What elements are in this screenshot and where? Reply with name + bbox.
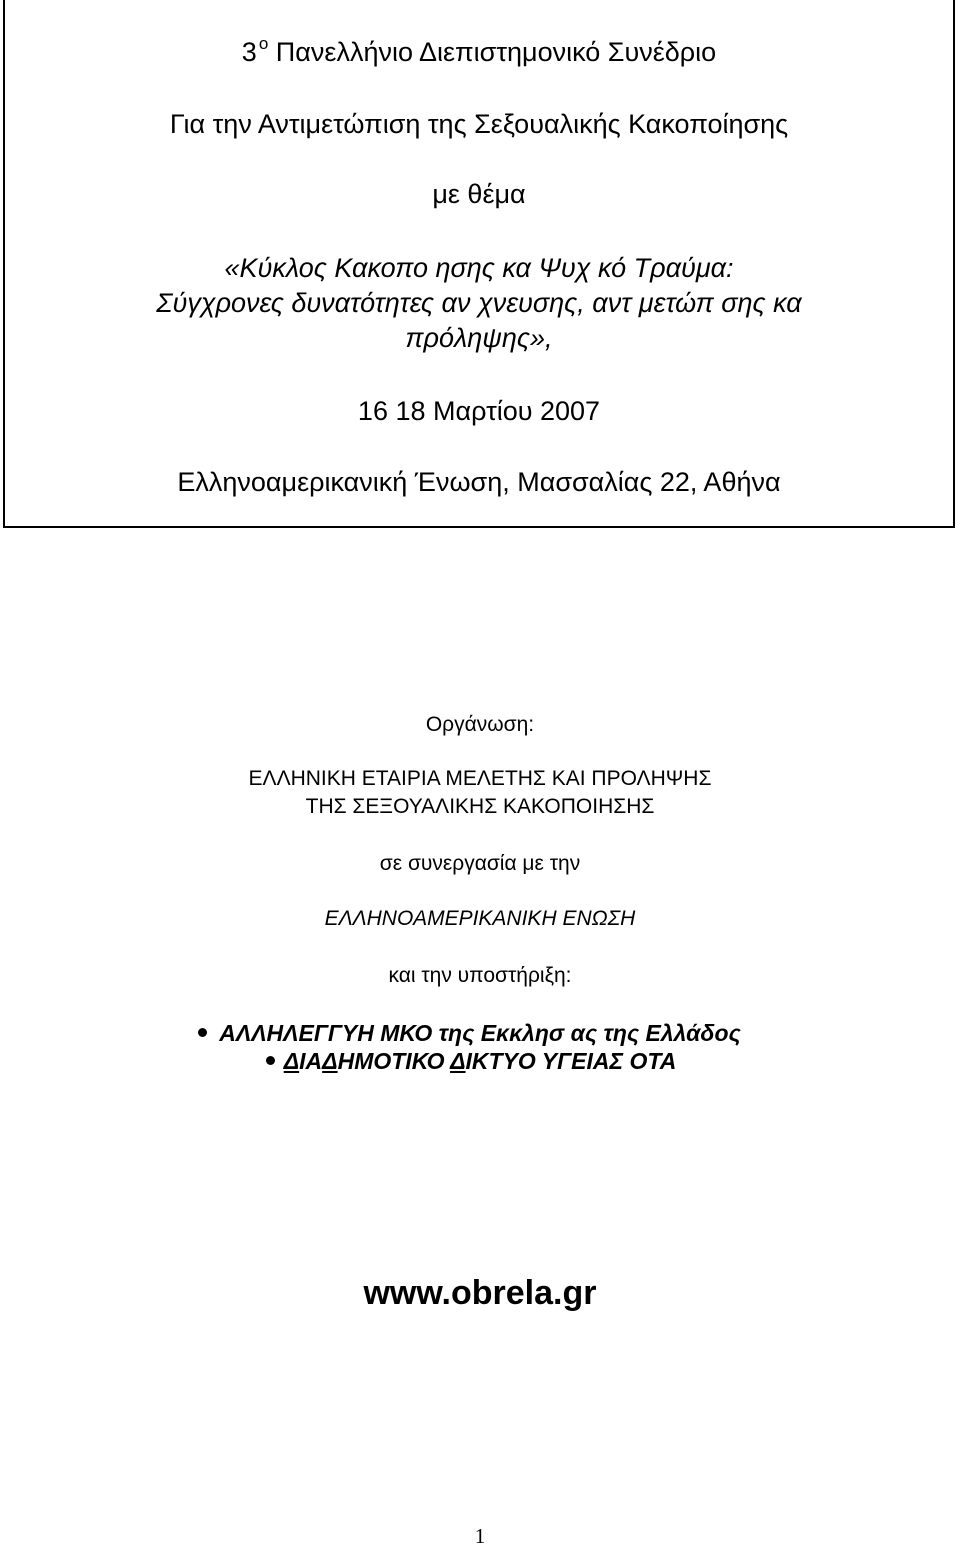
theme-line-1: «Κύκλος Κακοπο ησης κα Ψυχ κό Τραύμα: [224,253,734,283]
bullet-icon [266,1056,275,1065]
theme-line-2: Σύγχρονες δυνατότητες αν χνευσης, αντ μετώπ σης κα [156,288,802,318]
bullet-icon [198,1028,207,1037]
conference-header-box [3,0,955,528]
support-label: και την υποστήριξη: [388,964,572,987]
supporter-name: ΑΛΛΗΛΕΓΓΥΗ ΜΚΟ της Εκκλησ ας της Ελλάδος [219,1020,741,1046]
list-item [0,1047,960,1075]
theme-line-3: πρόληψης», [405,323,553,353]
website-url: www.obrela.gr [363,1274,597,1312]
title-superscript: ο [258,34,269,53]
conference-venue: Ελληνοαμερικανική Ένωση, Μασσαλίας 22, Αθήνα [177,467,781,497]
organizer-name-line-1: ΕΛΛΗΝΙΚΗ ΕΤΑΙΡΙΑ ΜΕΛΕΤΗΣ ΚΑΙ ΠΡΟΛΗΨΗΣ [248,767,712,790]
conference-title [5,36,953,72]
title-number: 3 [241,37,257,67]
cooperation-label: σε συνεργασία με την [379,852,581,875]
page-number: 1 [474,1524,486,1548]
theme-label: με θέμα [432,179,526,209]
supporter-name: ΔΙΑΔΗΜΟΤΙΚΟ ΔΙΚΤΥΟ ΥΓΕΙΑΣ ΟΤΑ [283,1048,677,1074]
conference-subtitle: Για την Αντιμετώπιση της Σεξουαλικής Κακοποίησης [169,109,789,139]
conference-dates: 16 18 Μαρτίου 2007 [357,396,601,426]
title-rest: Πανελλήνιο Διεπιστημονικό Συνέδριο [268,37,717,67]
organization-label: Οργάνωση: [425,713,535,736]
partner-name: ΕΛΛΗΝΟΑΜΕΡΙΚΑΝΙΚΗ ΕΝΩΣΗ [324,907,636,930]
list-item [0,1019,960,1047]
organizer-name-line-2: ΤΗΣ ΣΕΞΟΥΑΛΙΚΗΣ ΚΑΚΟΠΟΙΗΣΗΣ [305,795,655,818]
supporters-list [0,1019,960,1075]
